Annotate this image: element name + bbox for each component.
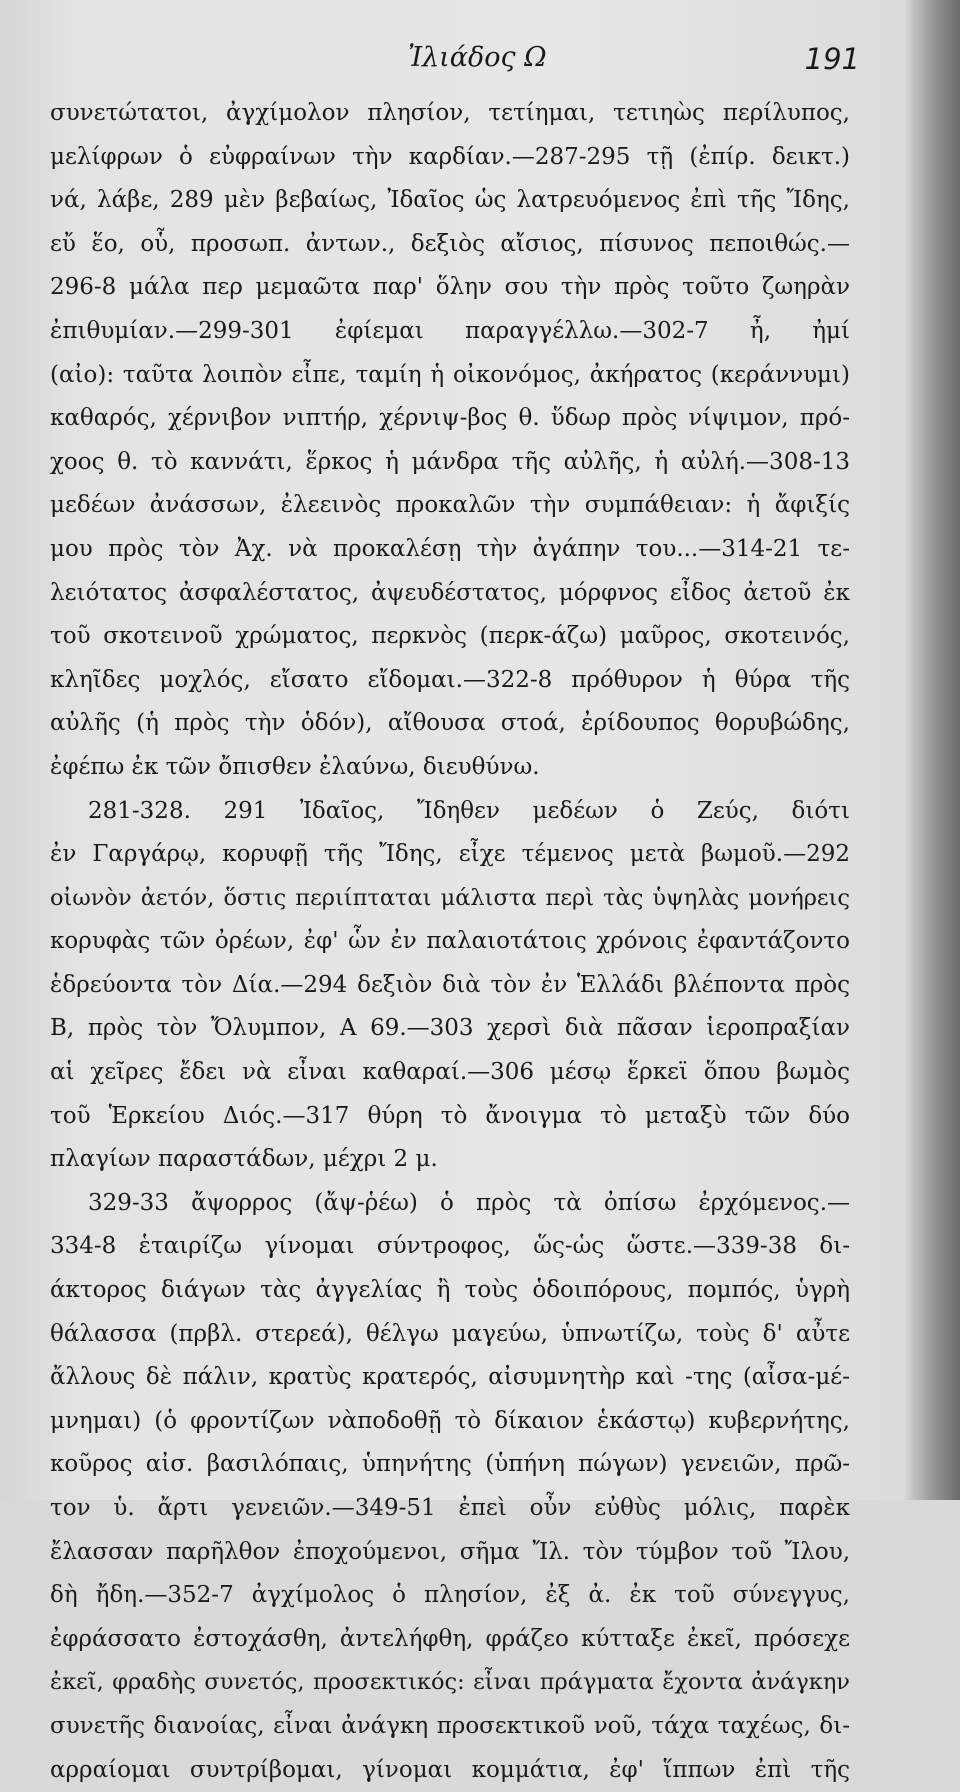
text-line: νά, λάβε, 289 μὲν βεβαίως, Ἰδαῖος ὡς λατρευόμενος ἐπὶ τῆς Ἴδης,	[50, 187, 850, 214]
text-line: θάλασσα (πρβλ. στερεά), θέλγω μαγεύω, ὑπνωτίζω, τοὺς δ' αὖτε	[50, 1320, 850, 1347]
text-line: χοος θ. τὸ καννάτι, ἕρκος ἡ μάνδρα τῆς αὐλῆς, ἡ αὐλή.—308-13	[50, 448, 850, 475]
commentary-text	[50, 92, 850, 1792]
section-heading-line: 281-328. 291 Ἰδαῖος, Ἴδηθεν μεδέων ὁ Ζεύς, διότι	[88, 797, 850, 824]
text-line: ἐπιθυμίαν.—299-301 ἐφίεμαι παραγγέλλω.—302-7 ἦ, ἠμί	[50, 317, 850, 344]
text-line: ἄλλους δὲ πάλιν, κρατὺς κρατερός, αἰσυμνητὴρ καὶ -της (αἶσα-μέ-	[50, 1364, 850, 1391]
text-line: ἔλασσαν παρῆλθον ἐποχούμενοι, σῆμα Ἴλ. τὸν τύμβον τοῦ Ἴλου,	[50, 1538, 850, 1565]
text-line: Β, πρὸς τὸν Ὄλυμπον, Α 69.—303 χερσὶ διὰ πᾶσαν ἱεροπραξίαν	[50, 1015, 850, 1042]
text-line: τον ὑ. ἄρτι γενειῶν.—349-51 ἐπεὶ οὖν εὐθὺς μόλις, παρὲκ	[50, 1495, 850, 1521]
text-line: μεδέων ἀνάσσων, ἐλεεινὸς προκαλῶν τὴν συμπάθειαν: ἡ ἄφιξίς	[50, 492, 850, 519]
text-line: 329-33 ἄψορρος (ἄψ-ῥέω) ὁ πρὸς τὰ ὀπίσω ἐρχόμενος.—	[88, 1189, 850, 1216]
page-header	[40, 38, 860, 82]
text-line: κορυφὰς τῶν ὀρέων, ἐφ' ὧν ἐν παλαιοτάτοις χρόνοις ἐφαντάζοντο	[50, 928, 850, 955]
page-number: 191	[804, 42, 860, 76]
text-line: δὴ ἤδη.—352-7 ἀγχίμολος ὁ πλησίον, ἐξ ἀ. ἐκ τοῦ σύνεγγυς,	[50, 1582, 850, 1609]
text-line: εὔ ἕο, οὗ, προσωπ. ἀντων., δεξιὸς αἴσιος, πίσυνος πεποιθώς.—	[50, 230, 850, 257]
running-title: Ἰλιάδος Ω	[408, 42, 547, 73]
text-line: άκτορος διάγων τὰς ἀγγελίας ἢ τοὺς ὁδοιπόρους, πομπός, ὑγρὴ	[50, 1277, 850, 1304]
text-line: κληῖδες μοχλός, εἴσατο εἴδομαι.—322-8 πρόθυρον ἡ θύρα τῆς	[50, 666, 850, 693]
text-line: ἐν Γαργάρῳ, κορυφῇ τῆς Ἴδης, εἶχε τέμενος μετὰ βωμοῦ.—292	[50, 841, 850, 868]
text-line: μνημαι) (ὁ φροντίζων νὰποδοθῇ τὸ δίκαιον ἑκάστῳ) κυβερνήτης,	[50, 1407, 850, 1434]
text-line: αρραίομαι συντρίβομαι, γίνομαι κομμάτια, ἐφ' ἵππων ἐπὶ τῆς	[50, 1756, 850, 1783]
text-line: μου πρὸς τὸν Ἀχ. νὰ προκαλέσῃ τὴν ἀγάπην του...—314-21 τε-	[50, 535, 850, 562]
text-line: ἑδρεύοντα τὸν Δία.—294 δεξιὸν διὰ τὸν ἐν Ἑλλάδι βλέποντα πρὸς	[50, 971, 850, 998]
text-line: ἐφράσσατο ἐστοχάσθη, ἀντελήφθη, φράζεο κύτταξε ἐκεῖ, πρόσεχε	[50, 1625, 850, 1652]
text-line: πλαγίων παραστάδων, μέχρι 2 μ.	[50, 1146, 438, 1173]
text-line: τοῦ Ἑρκείου Διός.—317 θύρη τὸ ἄνοιγμα τὸ μεταξὺ τῶν δύο	[50, 1102, 850, 1129]
text-line: καθαρός, χέρνιβον νιπτήρ, χέρνιψ-βος θ. ὕδωρ πρὸς νίψιμον, πρό-	[50, 405, 850, 432]
text-line: ἐκεῖ, φραδὴς συνετός, προσεκτικός: εἶναι πράγματα ἔχοντα ἀνάγκην	[50, 1669, 850, 1696]
text-line: συνετῆς διανοίας, εἶναι ἀνάγκη προσεκτικοῦ νοῦ, τάχα ταχέως, δι-	[50, 1712, 850, 1739]
text-line: 334-8 ἑταιρίζω γίνομαι σύντροφος, ὥς-ὡς ὥστε.—339-38 δι-	[50, 1233, 850, 1260]
text-line: 296-8 μάλα περ μεμαῶτα παρ' ὅλην σου τὴν πρὸς τοῦτο ζωηρὰν	[50, 274, 850, 301]
text-line: οἰωνὸν ἀετόν, ὅστις περιίπταται μάλιστα περὶ τὰς ὑψηλὰς μονήρεις	[50, 884, 850, 911]
text-line: συνετώτατοι, ἀγχίμολον πλησίον, τετίημαι, τετιηὼς περίλυπος,	[50, 100, 850, 126]
text-line: λειότατος ἀσφαλέστατος, ἀψευδέστατος, μόρφνος εἶδος ἀετοῦ ἐκ	[50, 579, 850, 606]
text-line: τοῦ σκοτεινοῦ χρώματος, περκνὸς (περκ-άζω) μαῦρος, σκοτεινός,	[50, 623, 850, 650]
text-line: αὐλῆς (ἡ πρὸς τὴν ὁδόν), αἴθουσα στοά, ἐρίδουπος θορυβώδης,	[50, 710, 850, 737]
text-line: αἱ χεῖρες ἔδει νὰ εἶναι καθαραί.—306 μέσῳ ἕρκεϊ ὅπου βωμὸς	[50, 1059, 850, 1086]
text-line: ἐφέπω ἐκ τῶν ὄπισθεν ἐλαύνω, διευθύνω.	[50, 753, 540, 780]
text-line: κοῦρος αἰσ. βασιλόπαις, ὑπηνήτης (ὑπήνη πώγων) γενειῶν, πρῶ-	[50, 1451, 850, 1478]
text-line: μελίφρων ὁ εὐφραίνων τὴν καρδίαν.—287-295 τῇ (ἐπίρ. δεικτ.)	[50, 143, 850, 170]
text-line: (αἰο): ταῦτα λοιπὸν εἶπε, ταμίη ἡ οἰκονόμος, ἀκήρατος (κεράννυμι)	[50, 361, 850, 388]
